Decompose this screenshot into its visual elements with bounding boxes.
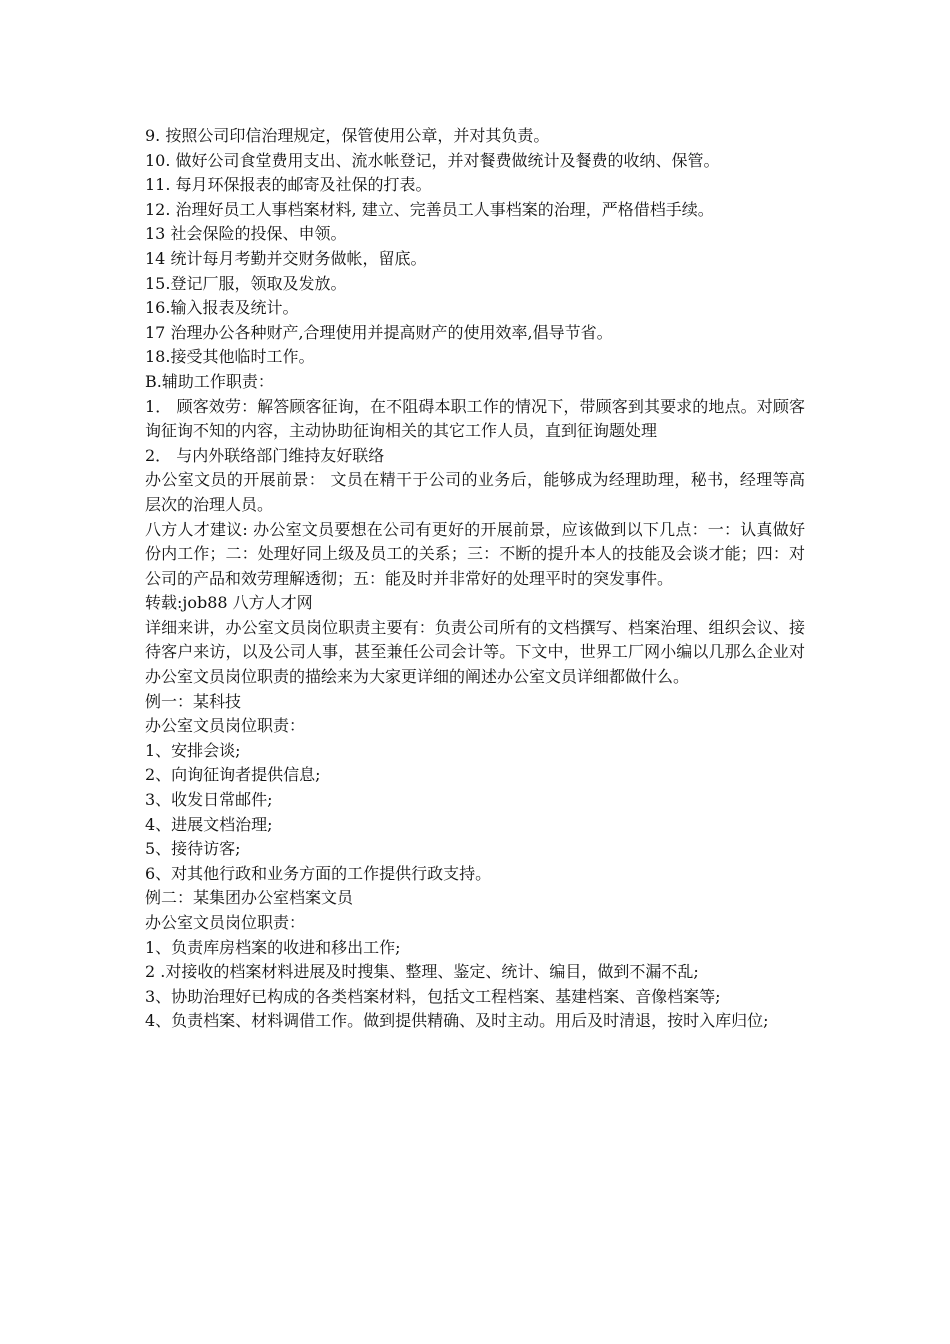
list-item: 1、安排会谈; — [145, 740, 241, 760]
list-item: 3、收发日常邮件; — [145, 790, 273, 810]
paragraph: 15.登记厂服，领取及发放。 — [145, 273, 347, 293]
source-note: 转载:job88 八方人才网 — [145, 593, 313, 613]
paragraph: 9. 按照公司印信治理规定，保管使用公章，并对其负责。 — [145, 126, 550, 145]
list-item: 1、负责库房档案的收进和移出工作; — [145, 937, 401, 957]
list-item: 5、接待访客; — [145, 839, 241, 859]
paragraph: 办公室文员的开展前景： 文员在精干于公司的业务后，能够成为经理助理，秘书，经理等高层次的治理人员。 — [145, 470, 805, 514]
paragraph: 八方人才建议: 办公室文员要想在公司有更好的开展前景，应该做到以下几点：一：认真做好份内工作；二：处理好同上级及员工的关系；三：不断的提升本人的技能及会谈才能；四：对公司的产品和效劳理解透彻；五：能及时并非常好的处理平时的突发事件。 — [145, 519, 805, 588]
example-heading: 例一：某科技 — [145, 691, 242, 711]
paragraph: 16.输入报表及统计。 — [145, 298, 299, 318]
paragraph: 办公室文员岗位职责： — [145, 913, 306, 932]
paragraph: 17 治理办公各种财产,合理使用并提高财产的使用效率,倡导节省。 — [145, 322, 613, 342]
example-heading: 例二：某集团办公室档案文员 — [145, 888, 354, 908]
list-item: 4、负责档案、材料调借工作。做到提供精确、及时主动。用后及时清退，按时入库归位; — [145, 1011, 769, 1031]
paragraph: 12. 治理好员工人事档案材料, 建立、完善员工人事档案的治理，严格借档手续。 — [145, 199, 714, 219]
list-item: 2 .对接收的档案材料进展及时搜集、整理、鉴定、统计、编目，做到不漏不乱; — [145, 962, 699, 982]
section-heading: B.辅助工作职责： — [145, 371, 274, 391]
paragraph: 2． 与内外联络部门维持友好联络 — [145, 445, 385, 465]
list-item: 6、对其他行政和业务方面的工作提供行政支持。 — [145, 863, 492, 883]
paragraph: 18.接受其他临时工作。 — [145, 347, 315, 367]
list-item: 3、协助治理好已构成的各类档案材料，包括文工程档案、基建档案、音像档案等; — [145, 986, 721, 1006]
list-item: 2、向询征询者提供信息; — [145, 765, 321, 785]
paragraph: 14 统计每月考勤并交财务做帐，留底。 — [145, 248, 427, 268]
paragraph: 10. 做好公司食堂费用支出、流水帐登记，并对餐费做统计及餐费的收纳、保管。 — [145, 150, 720, 170]
paragraph: 办公室文员岗位职责： — [145, 716, 306, 736]
list-item: 4、进展文档治理; — [145, 814, 273, 834]
paragraph: 13 社会保险的投保、申领。 — [145, 224, 347, 244]
paragraph: 1． 顾客效劳：解答顾客征询，在不阻碍本职工作的情况下，带顾客到其要求的地点。对顾客询征询不知的内容，主动协助征询相关的其它工作人员，直到征询题处理 — [145, 396, 805, 441]
paragraph: 11. 每月环保报表的邮寄及社保的打表。 — [145, 175, 432, 195]
document-body — [145, 124, 805, 1034]
paragraph: 详细来讲，办公室文员岗位职责主要有：负责公司所有的文档撰写、档案治理、组织会议、接待客户来访，以及公司人事，甚至兼任公司会计等。下文中，世界工厂网小编以几那么企业对办公室文员岗位职责的描绘来为大家更详细的阐述办公室文员详细都做什么。 — [145, 617, 805, 687]
